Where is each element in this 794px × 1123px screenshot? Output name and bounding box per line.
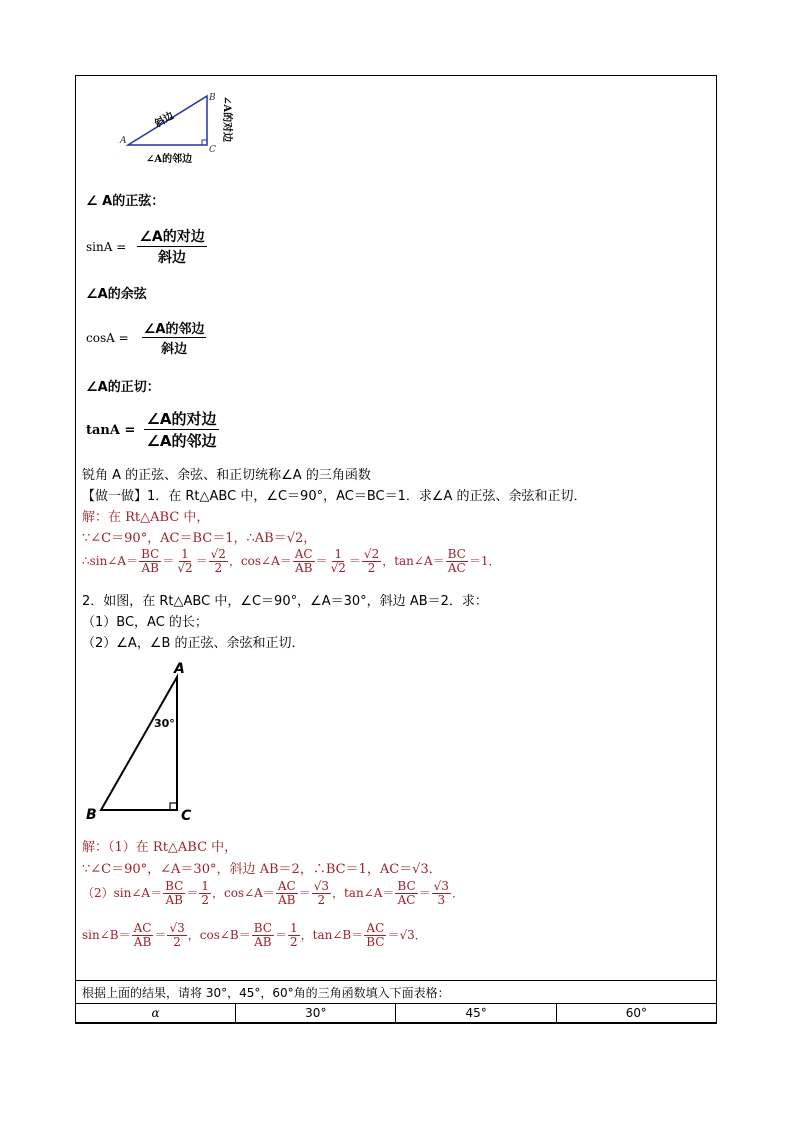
ex2-sinA-frac2-num: 1 — [201, 879, 209, 893]
exercise-2-q2: （2）∠A，∠B 的正弦、余弦和正切． — [82, 636, 305, 651]
ex2-tanB-lhs: ，tan∠B＝ — [300, 928, 364, 943]
exercise-2-solution-line2: ∵∠C＝90°，∠A＝30°，斜边 AB＝2，∴BC＝1，AC＝√3． — [82, 862, 442, 877]
ex2-sinB-frac2-num: √3 — [169, 921, 185, 935]
trig-values-table — [75, 1003, 717, 1023]
exercise-2-solution-line1: 解：（1）在 Rt△ABC 中， — [82, 840, 238, 855]
ex1-cos-lhs: ，cos∠A＝ — [228, 554, 292, 569]
ex1-cos-frac3 — [362, 548, 381, 575]
exercise-2-q1: （1）BC，AC 的长； — [82, 615, 208, 630]
vertex-b-label-2: B — [86, 807, 97, 823]
ex1-sin-frac1-num: BC — [141, 547, 160, 561]
ex2-cosB-frac1-num: BC — [253, 921, 272, 935]
ex2-tanA-lhs: ，tan∠A＝ — [331, 886, 395, 901]
exercise-1-ratios: ∴sin∠A＝ $\frac{BC}{AB}$ ＝ $\frac{1}{√2}$ ＝ $\frac{√2}{2}$ ，cos∠A＝ $\frac{AC}{AB}$ ＝ $\frac{1}{√2}$ ＝ $\frac{√2}{2}$ ，tan∠A＝ $\frac{BC}{AC}$ ＝1． — [82, 547, 501, 576]
ex1-sin-frac3-den: 2 — [214, 561, 223, 576]
vertex-c-label-2: C — [181, 808, 192, 824]
ex2-sinB-frac1-den: AB — [133, 935, 152, 950]
ex2-cosA-frac2-num: √3 — [313, 879, 329, 893]
sin-numerator: ∠A的对边 — [137, 226, 206, 247]
cos-denominator: 斜边 — [161, 342, 188, 357]
ex2-sinA-frac1 — [163, 880, 185, 907]
exercise-2-problem: 2．如图，在 Rt△ABC 中，∠C＝90°，∠A＝30°，斜边 AB＝2．求： — [82, 594, 488, 609]
table-header-row — [76, 1004, 717, 1023]
triangle-figure-1 — [110, 88, 250, 168]
ex1-sin-frac2-den: √2 — [177, 561, 193, 576]
sin-lhs: sinA = — [86, 240, 127, 254]
ex2-cosB-frac2-num: 1 — [290, 921, 298, 935]
hypotenuse-label: 斜边 — [153, 110, 176, 131]
adjacent-label: ∠A的邻边 — [146, 154, 193, 165]
ex1-sin-frac1-den: AB — [141, 561, 159, 576]
table-header-30: 30° — [236, 1004, 396, 1023]
vertex-b-label: B — [209, 93, 216, 103]
sin-heading: ∠ A的正弦： — [86, 194, 165, 209]
ex1-cos-frac2 — [329, 548, 348, 575]
ex2-tanA-frac2 — [432, 880, 451, 907]
ex2-cosA-frac2 — [312, 880, 331, 907]
opposite-label: ∠A的对边 — [221, 96, 232, 143]
ex1-sin-frac3-num: √2 — [210, 547, 226, 561]
tan-heading: ∠A的正切： — [86, 380, 160, 395]
table-top-rule — [75, 980, 717, 981]
ex1-sin-frac2 — [175, 548, 194, 575]
ex2-end: ． — [451, 886, 464, 901]
tan-fraction — [144, 408, 218, 451]
ex2-tanA-frac1-num: BC — [397, 879, 416, 893]
ex1-tan-frac1-num: BC — [447, 547, 466, 561]
exercise-1-solution-line1: 解：在 Rt△ABC 中， — [82, 510, 210, 525]
table-header-45: 45° — [396, 1004, 556, 1023]
ex2-sinB-frac2-den: 2 — [173, 935, 181, 950]
ex1-cos-frac1-num: AC — [294, 547, 313, 561]
tan-formula — [86, 408, 219, 451]
ex2-sinB-frac2 — [167, 922, 186, 949]
ex2-sinA-frac1-den: AB — [165, 893, 183, 908]
ex2-tanA-frac1 — [395, 880, 417, 907]
exercise-1-solution-line2: ∵∠C＝90°，AC＝BC＝1，∴AB＝√2， — [82, 531, 317, 546]
ex2-sinA-frac1-num: BC — [165, 879, 184, 893]
triangle-figure-2 — [82, 655, 212, 825]
ex2-cosB-frac2 — [288, 922, 300, 949]
exercise-2-angle-a-ratios: （2）sin∠A＝ $\frac{BC}{AB}$ ＝ $\frac{1}{2}$ ，cos∠A＝ $\frac{AC}{AB}$ ＝ $\frac{√3}{2}$ ，tan∠A＝ $\frac{BC}{AC}$ ＝ $\frac{√3}{3}$ ． — [82, 879, 464, 908]
ex1-sin-lhs: ∴sin∠A＝ — [82, 554, 139, 569]
ex2-cosB-frac2-den: 2 — [290, 935, 298, 950]
ex2-sinB-lhs: sin∠B＝ — [82, 928, 131, 943]
ex2-sinB-frac1-num: AC — [133, 921, 152, 935]
trig-summary: 锐角 A 的正弦、余弦、和正切统称∠A 的三角函数 — [82, 468, 371, 483]
sin-denominator: 斜边 — [158, 250, 187, 266]
ex1-tan-frac1-den: AC — [447, 561, 466, 576]
ex2-cosA-lhs: ，cos∠A＝ — [211, 886, 275, 901]
ex2-tanA-frac2-den: 3 — [437, 893, 446, 908]
sin-fraction — [137, 226, 206, 267]
ex2-cosB-lhs: ，cos∠B＝ — [187, 928, 251, 943]
ex1-cos-frac1 — [293, 548, 315, 575]
ex2-tanB-frac1 — [364, 922, 386, 949]
ex1-sin-frac2-num: 1 — [181, 547, 189, 561]
table-header-60: 60° — [556, 1004, 716, 1023]
ex2-p2-lead: （2）sin∠A＝ — [82, 886, 163, 901]
ex2-tanB-frac1-den: BC — [366, 935, 385, 950]
triangle-2-shape — [101, 677, 177, 810]
ex2-tanB-result: ＝√3． — [387, 928, 427, 943]
ex2-cosB-frac1 — [252, 922, 274, 949]
ex1-cos-frac2-den: √2 — [330, 561, 346, 576]
ex2-tanA-frac2-num: √3 — [433, 879, 449, 893]
cos-fraction — [142, 318, 207, 357]
vertex-a-label: A — [120, 136, 127, 146]
ex1-sin-frac3 — [209, 548, 228, 575]
right-angle-mark-2 — [170, 803, 177, 810]
table-header-alpha: α — [76, 1004, 236, 1023]
ex1-tan-result: ＝1． — [468, 554, 501, 569]
ex1-tan-frac1 — [446, 548, 468, 575]
exercise-2-angle-b-ratios: sin∠B＝ $\frac{AC}{AB}$ ＝ $\frac{√3}{2}$ ，cos∠B＝ $\frac{BC}{AB}$ ＝ $\frac{1}{2}$ ，tan∠B＝ $\frac{AC}{BC}$ ＝√3． — [82, 921, 427, 950]
cos-numerator: ∠A的邻边 — [142, 318, 207, 338]
cos-lhs: cosA = — [86, 331, 129, 345]
tan-lhs: tanA = — [86, 423, 136, 438]
ex2-tanA-frac1-den: AC — [397, 893, 416, 908]
tan-numerator: ∠A的对边 — [146, 410, 217, 428]
angle-30-label: 30° — [154, 717, 175, 730]
ex2-cosA-frac1-den: AB — [278, 893, 296, 908]
ex2-tanB-frac1-num: AC — [366, 921, 385, 935]
ex2-cosA-frac2-den: 2 — [317, 893, 326, 908]
vertex-c-label: C — [209, 145, 216, 155]
ex1-sin-frac1 — [139, 548, 161, 575]
ex2-sinA-frac2 — [199, 880, 211, 907]
ex1-cos-frac3-den: 2 — [367, 561, 376, 576]
cos-formula — [86, 318, 206, 357]
ex1-cos-frac3-num: √2 — [363, 547, 380, 561]
ex1-tan-lhs: ，tan∠A＝ — [382, 554, 445, 569]
ex2-cosA-frac1 — [276, 880, 298, 907]
ex1-cos-frac2-num: 1 — [334, 547, 343, 561]
ex2-sinA-frac2-den: 2 — [201, 893, 209, 908]
tan-denominator: ∠A的邻边 — [146, 432, 217, 450]
ex2-sinB-frac1 — [132, 922, 154, 949]
vertex-a-label-2: A — [174, 661, 185, 677]
exercise-1-problem: 【做一做】1．在 Rt△ABC 中，∠C＝90°，AC＝BC＝1．求∠A 的正弦、余弦和正切． — [82, 489, 587, 504]
sin-formula — [86, 226, 207, 267]
ex2-cosA-frac1-num: AC — [277, 879, 296, 893]
table-caption: 根据上面的结果，请将 30°，45°，60°角的三角函数填入下面表格： — [82, 986, 450, 1000]
ex1-cos-frac1-den: AB — [294, 561, 313, 576]
ex2-cosB-frac1-den: AB — [254, 935, 272, 950]
cos-heading: ∠A的余弦 — [86, 287, 147, 302]
